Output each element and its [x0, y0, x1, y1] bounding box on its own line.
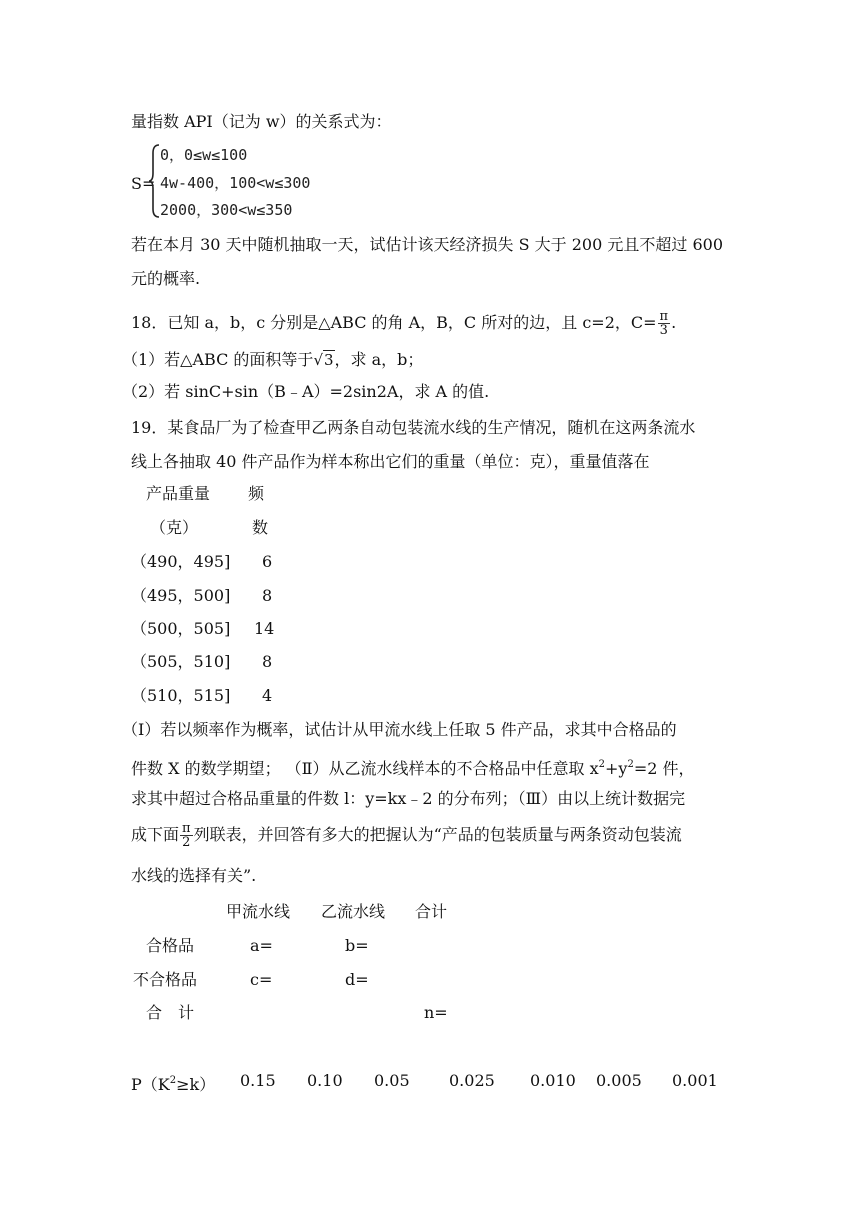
superscript: 2	[169, 1075, 177, 1086]
question-19-part-text: （Ⅰ）若以频率作为概率，试估计从甲流水线上任取 5 件产品，求其中合格品的	[122, 720, 677, 739]
freq-count: 14	[254, 619, 275, 638]
ct-cell: b=	[345, 936, 369, 955]
piecewise-case-3: 2000，300<w≤350	[160, 201, 293, 219]
p-value: 0.10	[307, 1071, 343, 1090]
freq-range: （505，510]	[131, 652, 231, 671]
text-line: 若在本月 30 天中随机抽取一天，试估计该天经济损失 S 大于 200 元且不超过 600	[131, 235, 724, 254]
piecewise-lhs: S=	[131, 174, 156, 193]
p-label-text: P（K	[131, 1075, 170, 1094]
part-text: （1）若△ABC 的面积等于	[122, 350, 314, 369]
question-19-part-text: 水线的选择有关”.	[131, 866, 257, 885]
p-value: 0.025	[449, 1071, 495, 1090]
superscript: 2	[598, 759, 606, 770]
question-18-part-1	[122, 350, 423, 370]
part-text: 列联表，并回答有多大的把握认为“产品的包装质量与两条资动包装流	[193, 825, 682, 844]
p-label-text: ≥k）	[176, 1075, 216, 1094]
text-line: 量指数 API（记为 w）的关系式为：	[131, 112, 392, 131]
freq-count: 6	[262, 552, 273, 571]
question-19-part-text: 求其中超过合格品重量的件数 l：y=kx﹣2 的分布列；（Ⅲ）由以上统计数据完	[131, 789, 686, 808]
text-line: 元的概率.	[131, 269, 201, 288]
p-value: 0.005	[596, 1071, 642, 1090]
question-19-part-text	[131, 822, 682, 849]
ct-cell: a=	[250, 936, 273, 955]
fraction-numerator: π	[659, 309, 669, 324]
part-text: =2 件，	[633, 759, 695, 778]
stem-text: 18．已知 a，b，c 分别是△ABC 的角 A，B，C 所对的边，且 c=2，C=	[131, 313, 657, 332]
freq-count: 8	[262, 652, 273, 671]
p-label	[131, 1071, 215, 1095]
ct-cell: n=	[424, 1003, 448, 1022]
fraction-denominator: 3	[659, 323, 668, 338]
superscript: 2	[627, 759, 634, 770]
fraction-denominator: 2	[182, 835, 191, 850]
piecewise-case-1: 0，0≤w≤100	[160, 146, 248, 164]
freq-header-weight: 产品重量	[146, 484, 211, 503]
part-text: +y	[605, 759, 628, 778]
freq-range: （500，505]	[131, 619, 231, 638]
freq-count: 4	[262, 686, 273, 705]
left-brace-icon	[148, 143, 160, 219]
fraction-numerator: π	[182, 821, 191, 836]
ct-cell: c=	[250, 970, 273, 989]
stem-text-end: .	[671, 313, 677, 332]
ct-row-label: 合 计	[146, 1003, 195, 1022]
question-19-stem: 19．某食品厂为了检查甲乙两条自动包装流水线的生产情况，随机在这两条流水	[131, 418, 696, 437]
p-value: 0.15	[240, 1071, 276, 1090]
freq-range: （490，495]	[131, 552, 231, 571]
ct-header: 甲流水线	[226, 902, 291, 921]
question-18-stem	[131, 310, 676, 337]
part-text-end: ，求 a，b；	[334, 350, 424, 369]
ct-header: 合计	[415, 902, 448, 921]
ct-row-label: 合格品	[146, 936, 195, 955]
freq-range: （510，515]	[131, 686, 231, 705]
p-value: 0.010	[530, 1071, 576, 1090]
ct-cell: d=	[345, 970, 369, 989]
freq-header-count: 频	[248, 484, 265, 503]
part-text: 件数 X 的数学期望； （Ⅱ）从乙流水线样本的不合格品中任意取 x	[131, 759, 599, 778]
freq-header-unit: （克）	[150, 518, 199, 537]
sqrt-radicand: 3	[324, 351, 334, 369]
p-value: 0.05	[374, 1071, 410, 1090]
part-text: 成下面	[131, 825, 180, 844]
freq-count: 8	[262, 586, 273, 605]
fraction-pi-over-3	[658, 310, 671, 337]
ct-row-label: 不合格品	[133, 970, 198, 989]
p-value: 0.001	[672, 1071, 718, 1090]
question-18-part-2: （2）若 sinC+sin（B﹣A）=2sin2A，求 A 的值.	[122, 382, 490, 401]
freq-range: （495，500]	[131, 586, 231, 605]
question-19-part-text	[131, 755, 695, 779]
ct-header: 乙流水线	[321, 902, 386, 921]
sqrt-expression: √3	[313, 351, 334, 369]
fraction-pi-over-2	[180, 822, 193, 849]
freq-header-count2: 数	[252, 518, 269, 537]
question-19-stem: 线上各抽取 40 件产品作为样本称出它们的重量（单位：克），重量值落在	[131, 452, 650, 471]
piecewise-case-2: 4w-400，100<w≤300	[160, 174, 311, 192]
